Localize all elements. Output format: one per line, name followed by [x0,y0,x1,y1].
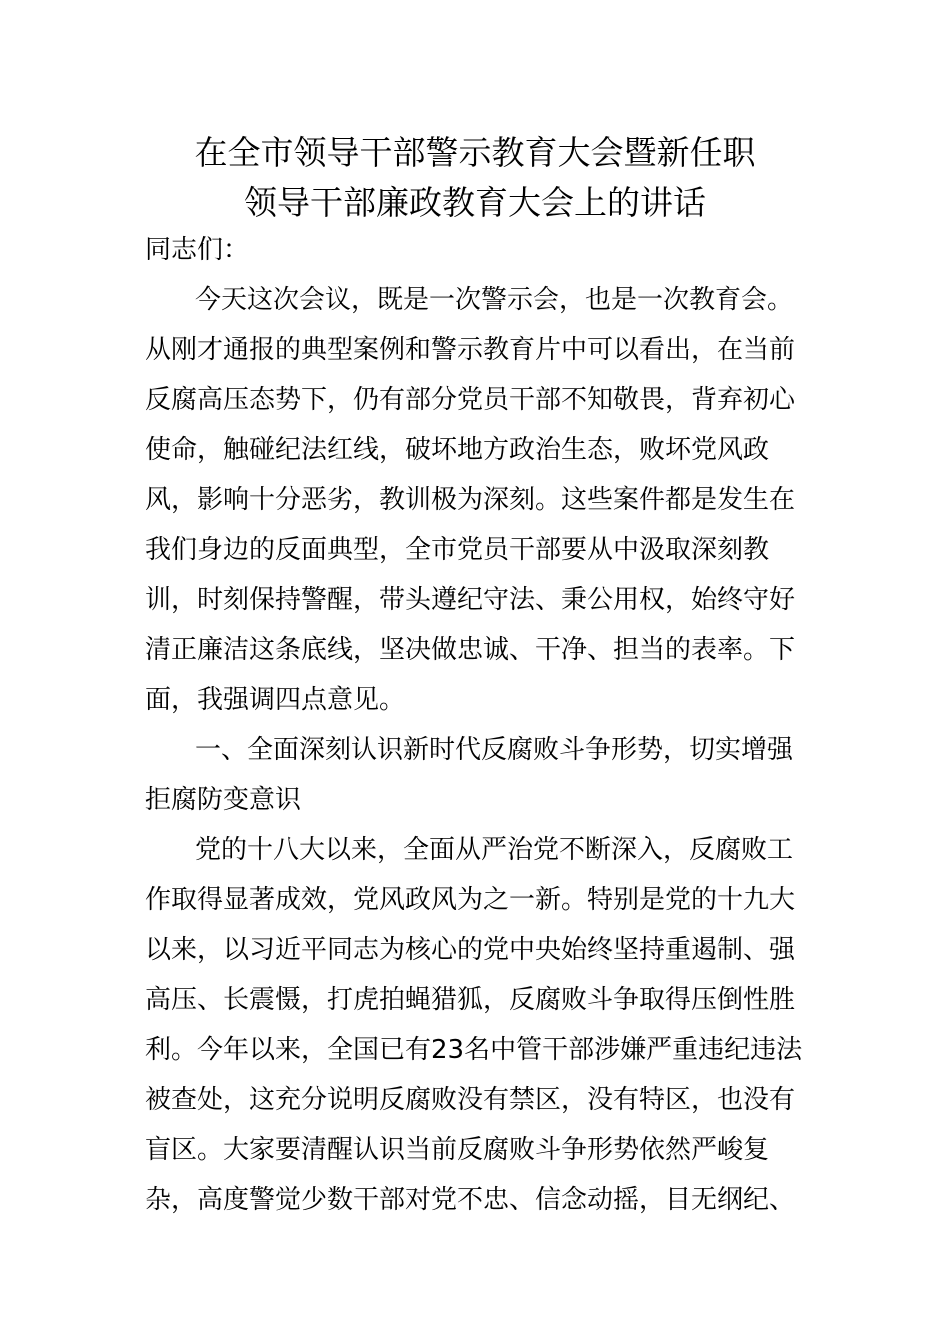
body-line: 反腐高压态势下，仍有部分党员干部不知敬畏，背弃初心 [145,385,796,415]
body-line: 训，时刻保持警醒，带头遵纪守法、秉公用权，始终守好 [145,585,796,615]
section-heading-line: 拒腐防变意识 [145,785,302,815]
body-line: 风，影响十分恶劣，教训极为深刻。这些案件都是发生在 [145,485,796,515]
body-line: 杂，高度警觉少数干部对党不忠、信念动摇，目无纲纪、 [145,1185,796,1215]
document-title-line-2: 领导干部廉政教育大会上的讲话 [244,183,706,222]
body-line: 使命，触碰纪法红线，破坏地方政治生态，败坏党风政 [145,435,770,465]
body-line: 被查处，这充分说明反腐败没有禁区，没有特区，也没有 [145,1085,796,1115]
body-line: 我们身边的反面典型，全市党员干部要从中汲取深刻教 [145,535,770,565]
document-title-line-1: 在全市领导干部警示教育大会暨新任职 [194,133,756,172]
body-line: 今天这次会议，既是一次警示会，也是一次教育会。 [195,285,794,315]
body-line: 高压、长震慑，打虎拍蝇猎狐，反腐败斗争取得压倒性胜 [145,985,796,1015]
body-line: 从刚才通报的典型案例和警示教育片中可以看出，在当前 [145,335,796,365]
body-line: 清正廉洁这条底线，坚决做忠诚、干净、担当的表率。下 [145,635,796,665]
salutation: 同志们： [145,235,250,265]
body-line: 利。今年以来，全国已有23名中管干部涉嫌严重违纪违法 [145,1035,803,1065]
body-line: 作取得显著成效，党风政风为之一新。特别是党的十九大 [145,885,796,915]
body-line: 党的十八大以来，全面从严治党不断深入，反腐败工 [195,835,794,865]
body-line: 面，我强调四点意见。 [145,685,406,715]
body-line: 以来，以习近平同志为核心的党中央始终坚持重遏制、强 [145,935,796,965]
body-line: 盲区。大家要清醒认识当前反腐败斗争形势依然严峻复 [145,1135,770,1165]
section-heading-line: 一、全面深刻认识新时代反腐败斗争形势，切实增强 [195,735,794,765]
